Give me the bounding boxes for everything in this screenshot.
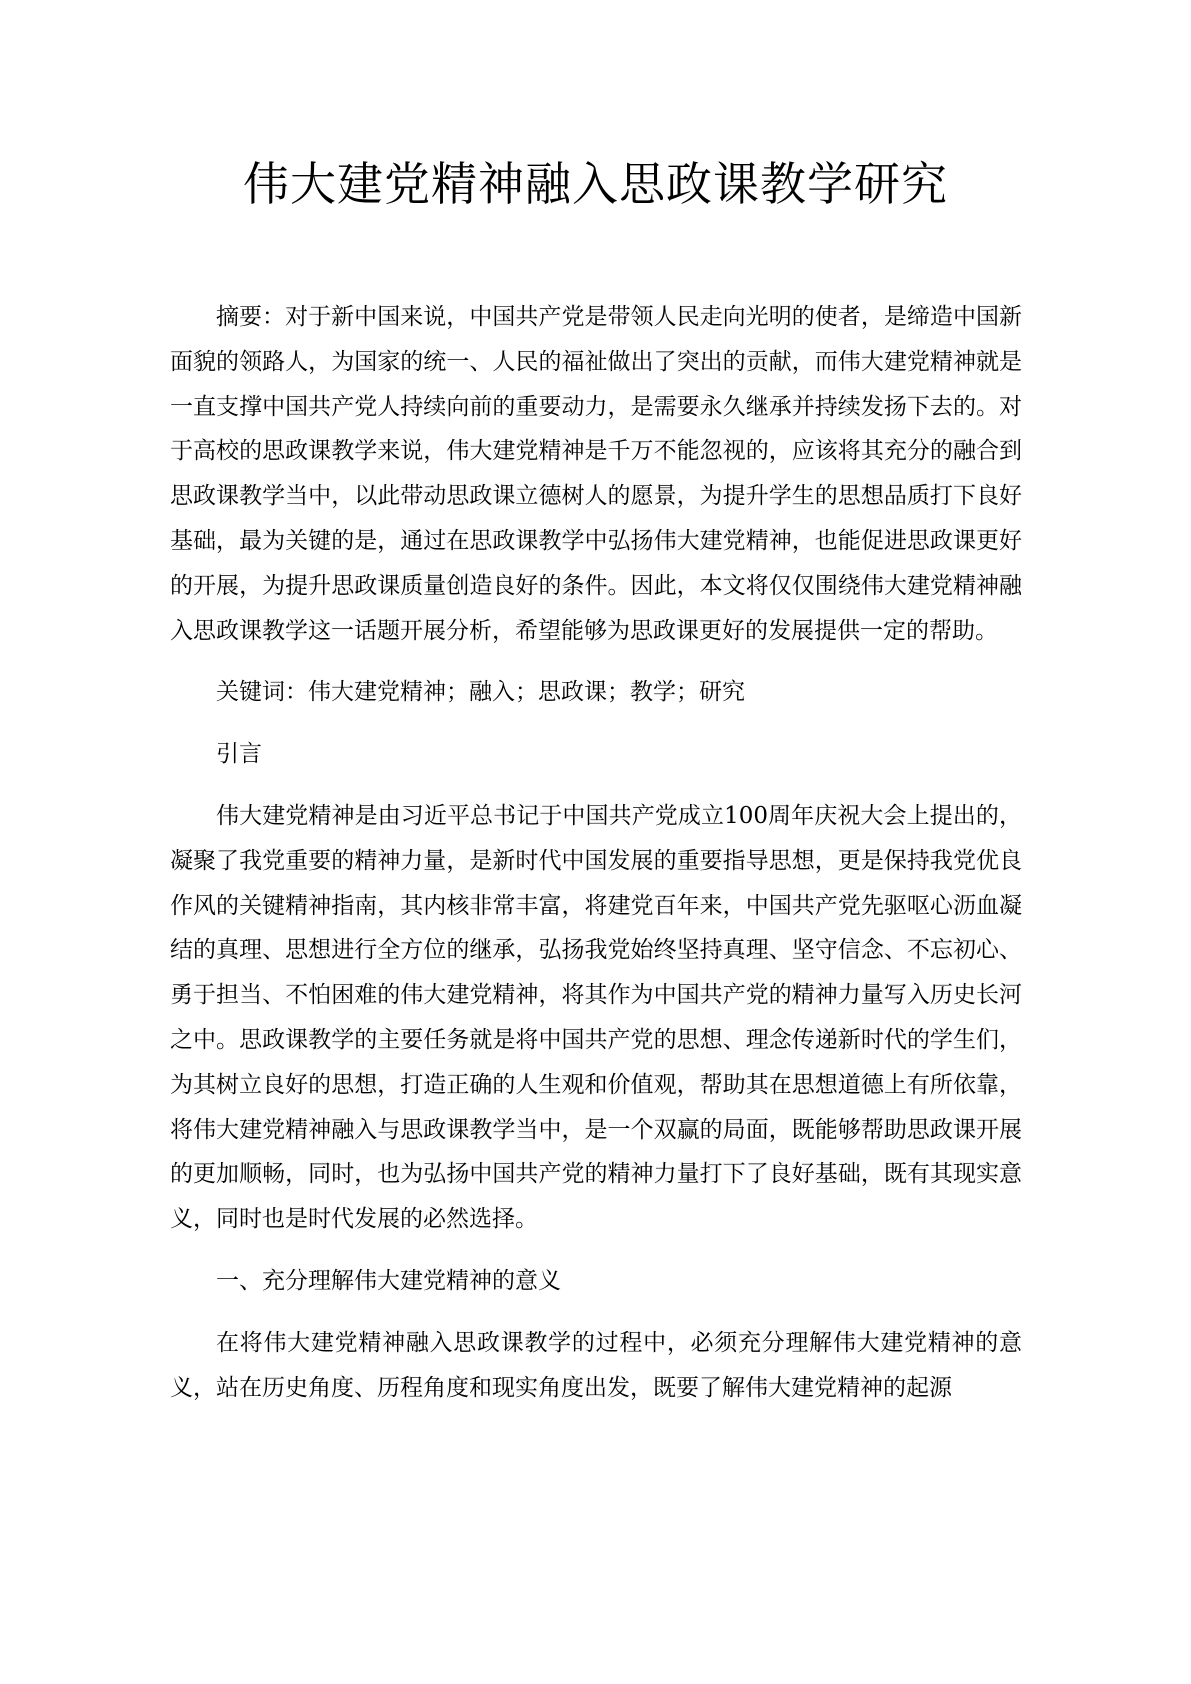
section-heading-1: 一、充分理解伟大建党精神的意义 (216, 1267, 561, 1294)
abstract-paragraph: 摘要：对于新中国来说，中国共产党是带领人民走向光明的使者，是缔造中国新面貌的领路人，为国家的统一、人民的福祉做出了突出的贡献，而伟大建党精神就是一直支撑中国共产党人持续向前的重要动力，是需要永久继承并持续发扬下去的。对于高校的思政课教学来说，伟大建党精神是千万不能忽视的，应该将其充分的融合到思政课教学当中，以此带动思政课立德树人的愿景，为提升学生的思想品质打下良好基础，最为关键的是，通过在思政课教学中弘扬伟大建党精神，也能促进思政课更好的开展，为提升思政课质量创造良好的条件。因此，本文将仅仅围绕伟大建党精神融入思政课教学这一话题开展分析，希望能够为思政课更好的发展提供一定的帮助。 (170, 304, 1022, 644)
introduction-heading: 引言 (216, 741, 262, 768)
section-paragraph-1: 在将伟大建党精神融入思政课教学的过程中，必须充分理解伟大建党精神的意义，站在历史角度、历程角度和现实角度出发，既要了解伟大建党精神的起源 (170, 1329, 1022, 1401)
document-title: 伟大建党精神融入思政课教学研究 (243, 157, 948, 211)
document-body (170, 295, 1022, 1427)
keywords-paragraph: 关键词：伟大建党精神；融入；思政课；教学；研究 (216, 679, 745, 706)
introduction-paragraph: 伟大建党精神是由习近平总书记于中国共产党成立100周年庆祝大会上提出的，凝聚了我党重要的精神力量，是新时代中国发展的重要指导思想，更是保持我党优良作风的关键精神指南，其内核非常丰富，将建党百年来，中国共产党先驱呕心沥血凝结的真理、思想进行全方位的继承，弘扬我党始终坚持真理、坚守信念、不忘初心、勇于担当、不怕困难的伟大建党精神，将其作为中国共产党的精神力量写入历史长河之中。思政课教学的主要任务就是将中国共产党的思想、理念传递新时代的学生们，为其树立良好的思想，打造正确的人生观和价值观，帮助其在思想道德上有所依靠，将伟大建党精神融入与思政课教学当中，是一个双赢的局面，既能够帮助思政课开展的更加顺畅，同时，也为弘扬中国共产党的精神力量打下了良好基础，既有其现实意义，同时也是时代发展的必然选择。 (170, 802, 1022, 1233)
